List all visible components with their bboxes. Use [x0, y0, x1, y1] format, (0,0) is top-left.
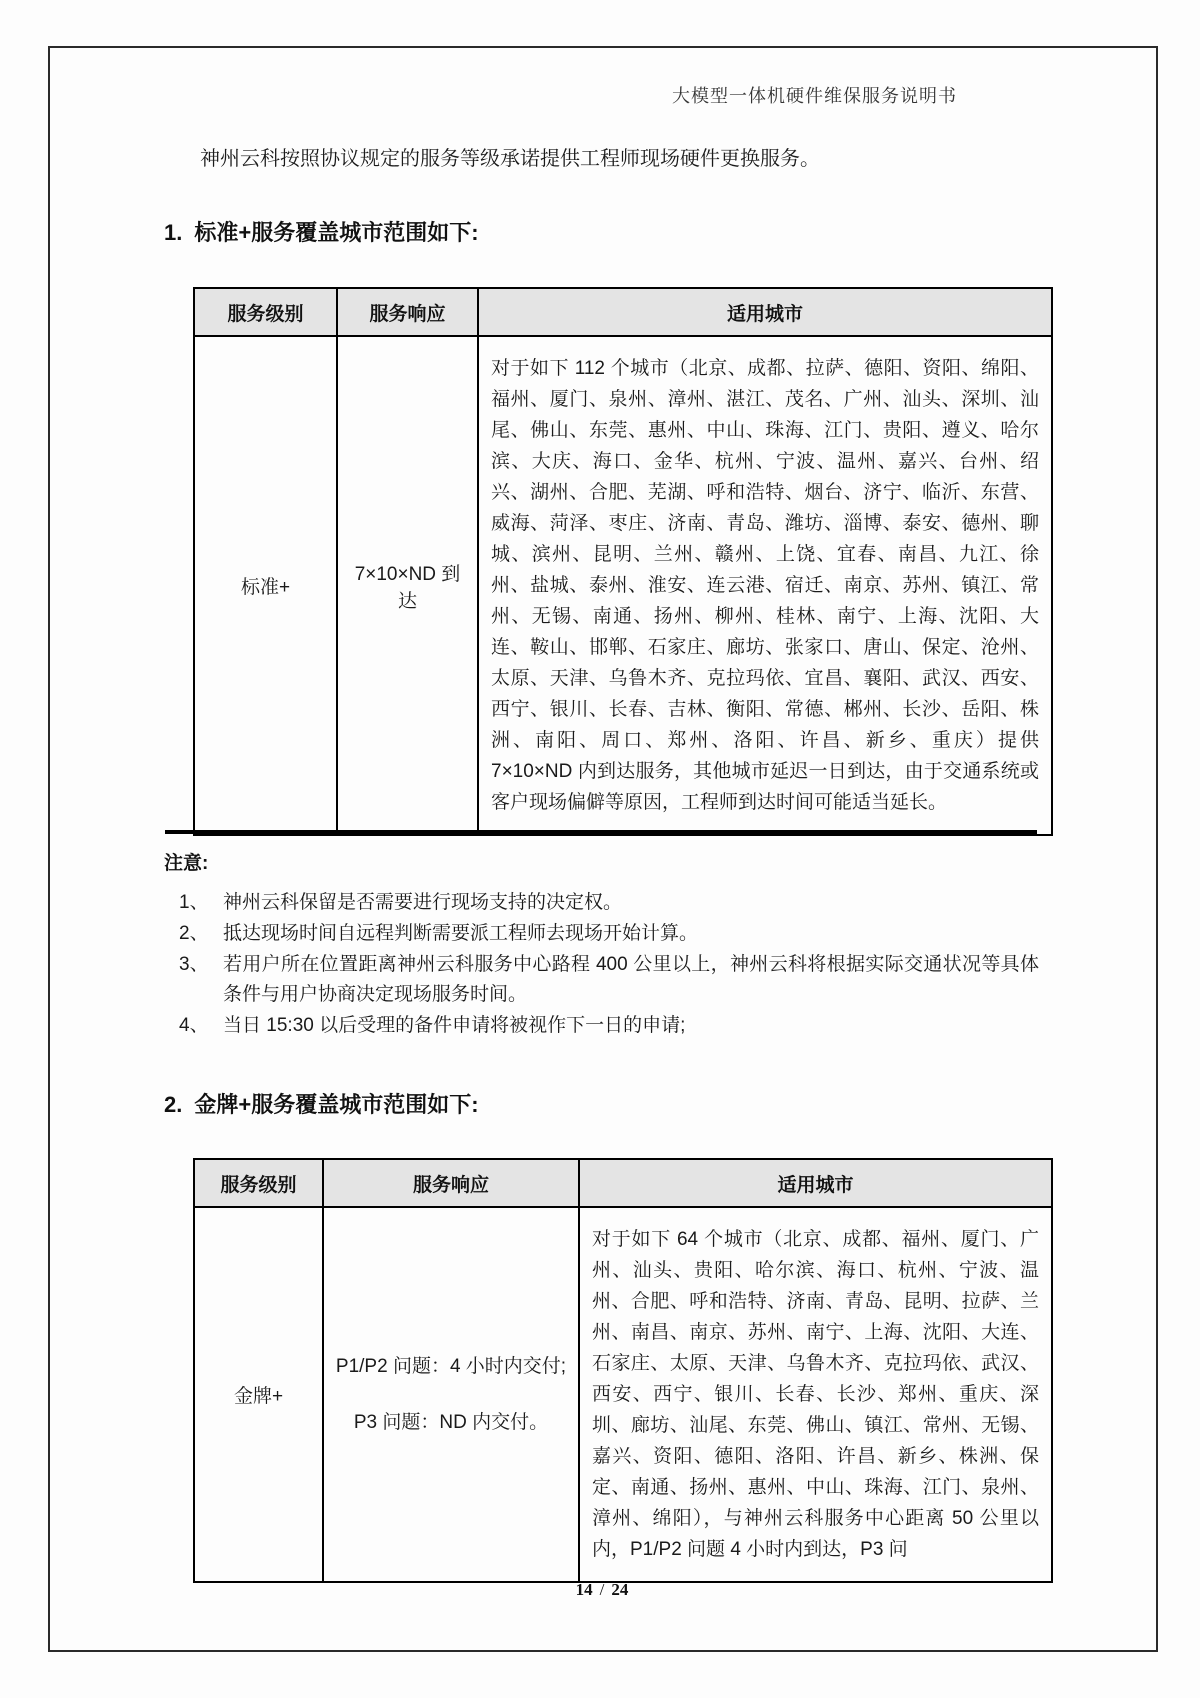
table2-response-line2: P3 问题：ND 内交付。 [353, 1411, 549, 1433]
note-2-number: 2、 [179, 923, 209, 944]
note-item-3 [179, 950, 1039, 1010]
note-1-number: 1、 [179, 892, 209, 913]
note-4-text: 当日 15:30 以后受理的备件申请将被视作下一日的申请; [223, 1015, 686, 1036]
table2-data-row [194, 1207, 1052, 1582]
standard-service-table [193, 287, 1053, 836]
table1-header-service-level: 服务级别 [194, 288, 337, 336]
table1-header-applicable-cities: 适用城市 [478, 288, 1052, 336]
table1-service-level-cell: 标准+ [194, 336, 337, 835]
footer-separator: / [599, 1580, 605, 1599]
table1-cities-cell: 对于如下 112 个城市（北京、成都、拉萨、德阳、资阳、绵阳、福州、厦门、泉州、漳州、湛江、茂名、广州、汕头、深圳、汕尾、佛山、东莞、惠州、中山、珠海、江门、贵阳、遵义、哈尔滨、大庆、海口、金华、杭州、宁波、温州、嘉兴、台州、绍兴、湖州、合肥、芜湖、呼和浩特、烟台、济宁、临沂、东营、威海、菏泽、枣庄、济南、青岛、潍坊、淄博、泰安、德州、聊城、滨州、昆明、兰州、赣州、上饶、宜春、南昌、九江、徐州、盐城、泰州、淮安、连云港、宿迁、南京、苏州、镇江、常州、无锡、南通、扬州、柳州、桂林、南宁、上海、沈阳、大连、鞍山、邯郸、石家庄、廊坊、张家口、唐山、保定、沧州、太原、天津、乌鲁木齐、克拉玛依、宜昌、襄阳、武汉、西安、西宁、银川、长春、吉林、衡阳、常德、郴州、长沙、岳阳、株洲、南阳、周口、郑州、洛阳、许昌、新乡、重庆）提供 7×10×ND 内到达服务，其他城市延迟一日到达，由于交通系统或客户现场偏僻等原因，工程师到达时间可能适当延长。 [478, 336, 1052, 835]
section2-heading [164, 1088, 479, 1119]
note-3-text: 若用户所在位置距离神州云科服务中心路程 400 公里以上，神州云科将根据实际交通状况等具体条件与用户协商决定现场服务时间。 [223, 954, 1039, 1005]
section2-heading-text: 金牌+服务覆盖城市范围如下: [194, 1092, 479, 1117]
table1-header-row [194, 288, 1052, 336]
intro-paragraph: 神州云科按照协议规定的服务等级承诺提供工程师现场硬件更换服务。 [200, 148, 820, 170]
notes-list [179, 888, 1039, 1042]
section2-heading-number: 2. [164, 1092, 183, 1117]
footer-total-pages: 24 [611, 1580, 629, 1599]
section1-heading-text: 标准+服务覆盖城市范围如下: [194, 220, 479, 245]
table1-header-service-response: 服务响应 [337, 288, 478, 336]
footer-page-number: 14 [575, 1580, 593, 1599]
table1-service-response-cell: 7×10×ND 到达 [337, 336, 478, 835]
section1-heading-number: 1. [164, 220, 183, 245]
table2-header-row [194, 1159, 1052, 1207]
table2-cities-cell: 对于如下 64 个城市（北京、成都、福州、厦门、广州、汕头、贵阳、哈尔滨、海口、杭州、宁波、温州、合肥、呼和浩特、济南、青岛、昆明、拉萨、兰州、南昌、南京、苏州、南宁、上海、沈阳、大连、石家庄、太原、天津、乌鲁木齐、克拉玛依、武汉、西安、西宁、银川、长春、长沙、郑州、重庆、深圳、廊坊、汕尾、东莞、佛山、镇江、常州、无锡、嘉兴、资阳、德阳、洛阳、许昌、新乡、株洲、保定、南通、扬州、惠州、中山、珠海、江门、泉州、漳州、绵阳），与神州云科服务中心距离 50 公里以内，P1/P2 问题 4 小时内到达，P3 问 [579, 1207, 1052, 1582]
note-item-2 [179, 919, 1039, 949]
table2-service-response-cell [323, 1207, 579, 1582]
table2-header-service-response: 服务响应 [323, 1159, 579, 1207]
note-2-text: 抵达现场时间自远程判断需要派工程师去现场开始计算。 [223, 923, 699, 944]
note-item-1 [179, 888, 1039, 918]
section1-heading [164, 216, 479, 247]
notes-label: 注意: [164, 853, 209, 874]
gold-service-table [193, 1158, 1053, 1583]
note-item-4 [179, 1011, 1039, 1041]
table2-header-applicable-cities: 适用城市 [579, 1159, 1052, 1207]
table1-data-row [194, 336, 1052, 835]
table2-response-line1: P1/P2 问题：4 小时内交付; [335, 1355, 567, 1377]
note-3-number: 3、 [179, 954, 209, 975]
table2-service-level-cell: 金牌+ [194, 1207, 323, 1582]
table2-header-service-level: 服务级别 [194, 1159, 323, 1207]
page-footer [48, 1580, 1156, 1600]
document-header-title: 大模型一体机硬件维保服务说明书 [672, 86, 957, 106]
section-divider-rule [165, 830, 1037, 834]
note-4-number: 4、 [179, 1015, 209, 1036]
note-1-text: 神州云科保留是否需要进行现场支持的决定权。 [223, 892, 623, 913]
